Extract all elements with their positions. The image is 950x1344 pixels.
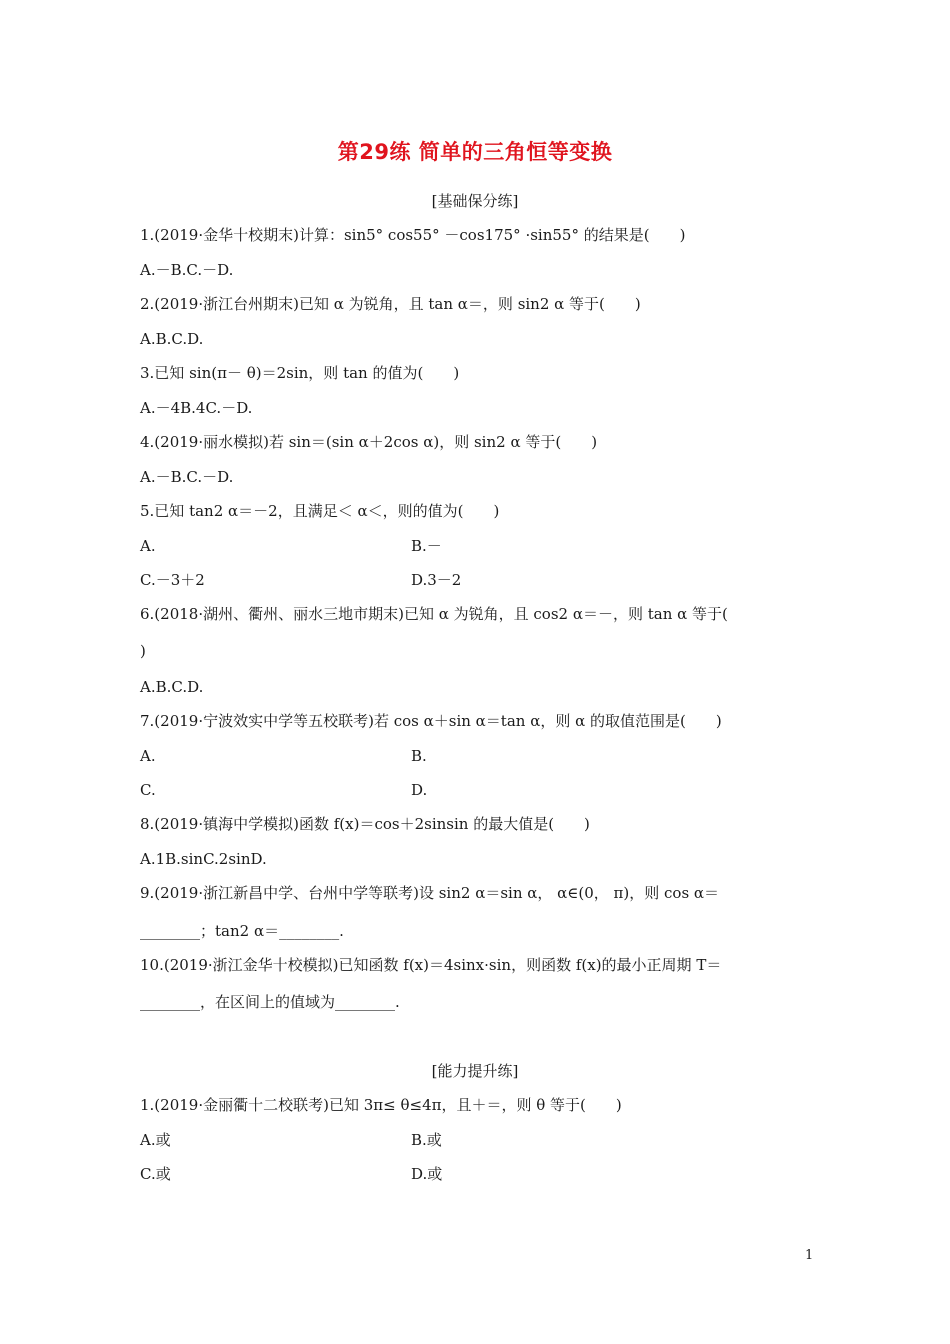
- question-8: 8.(2019·镇海中学模拟)函数 f(x)＝cos＋2sinsin 的最大值是( ): [140, 815, 590, 833]
- question-5-option-d: D.3－2: [411, 571, 462, 589]
- question-5-option-a: A.: [140, 537, 156, 555]
- advanced-question-1-option-a: A.或: [140, 1131, 171, 1149]
- question-10: 10.(2019·浙江金华十校模拟)已知函数 f(x)＝4sinx·sin，则函数 f(x)的最小正周期 T＝: [140, 956, 722, 974]
- question-7: 7.(2019·宁波效实中学等五校联考)若 cos α＋sin α＝tan α，则 α 的取值范围是( ): [140, 712, 722, 730]
- question-10-continued: ________，在区间上的值域为________.: [140, 993, 400, 1011]
- question-6-options: A.B.C.D.: [140, 678, 204, 696]
- question-7-option-c: C.: [140, 781, 156, 799]
- section-heading-advanced: [能力提升练]: [431, 1062, 519, 1080]
- question-3-options: A.－4B.4C.－D.: [140, 399, 253, 417]
- question-3: 3.已知 sin(π－ θ)＝2sin，则 tan 的值为( ): [140, 364, 460, 382]
- question-7-option-a: A.: [140, 747, 156, 765]
- question-7-option-b: B.: [411, 747, 427, 765]
- advanced-question-1-option-c: C.或: [140, 1165, 171, 1183]
- advanced-question-1: 1.(2019·金丽衢十二校联考)已知 3π≤ θ≤4π，且＋＝，则 θ 等于( ): [140, 1096, 622, 1114]
- advanced-question-1-option-d: D.或: [411, 1165, 443, 1183]
- question-8-options: A.1B.sinC.2sinD.: [140, 850, 267, 868]
- question-2-options: A.B.C.D.: [140, 330, 204, 348]
- question-5-option-c: C.－3＋2: [140, 571, 205, 589]
- question-5: 5.已知 tan2 α＝－2，且满足＜ α＜，则的值为( ): [140, 502, 500, 520]
- question-5-option-b: B.－: [411, 537, 442, 555]
- question-4-options: A.－B.C.－D.: [140, 468, 234, 486]
- question-6: 6.(2018·湖州、衢州、丽水三地市期末)已知 α 为锐角，且 cos2 α＝－，则 tan α 等于(: [140, 605, 728, 623]
- question-1-options: A.－B.C.－D.: [140, 261, 234, 279]
- question-4: 4.(2019·丽水模拟)若 sin＝(sin α＋2cos α)，则 sin2 α 等于( ): [140, 433, 598, 451]
- question-9: 9.(2019·浙江新昌中学、台州中学等联考)设 sin2 α＝sin α， α∈(0， π)，则 cos α＝: [140, 884, 720, 902]
- question-6-continued: ): [140, 642, 146, 660]
- question-9-continued: ________；tan2 α＝________.: [140, 922, 344, 940]
- question-1: 1.(2019·金华十校期末)计算：sin5° cos55° －cos175° ·sin55° 的结果是( ): [140, 226, 686, 244]
- question-7-option-d: D.: [411, 781, 428, 799]
- advanced-question-1-option-b: B.或: [411, 1131, 442, 1149]
- page-number: 1: [805, 1248, 814, 1263]
- page-title: 第29练 简单的三角恒等变换: [337, 140, 613, 164]
- section-heading-basic: [基础保分练]: [431, 192, 519, 210]
- question-2: 2.(2019·浙江台州期末)已知 α 为锐角，且 tan α＝，则 sin2 α 等于( ): [140, 295, 641, 313]
